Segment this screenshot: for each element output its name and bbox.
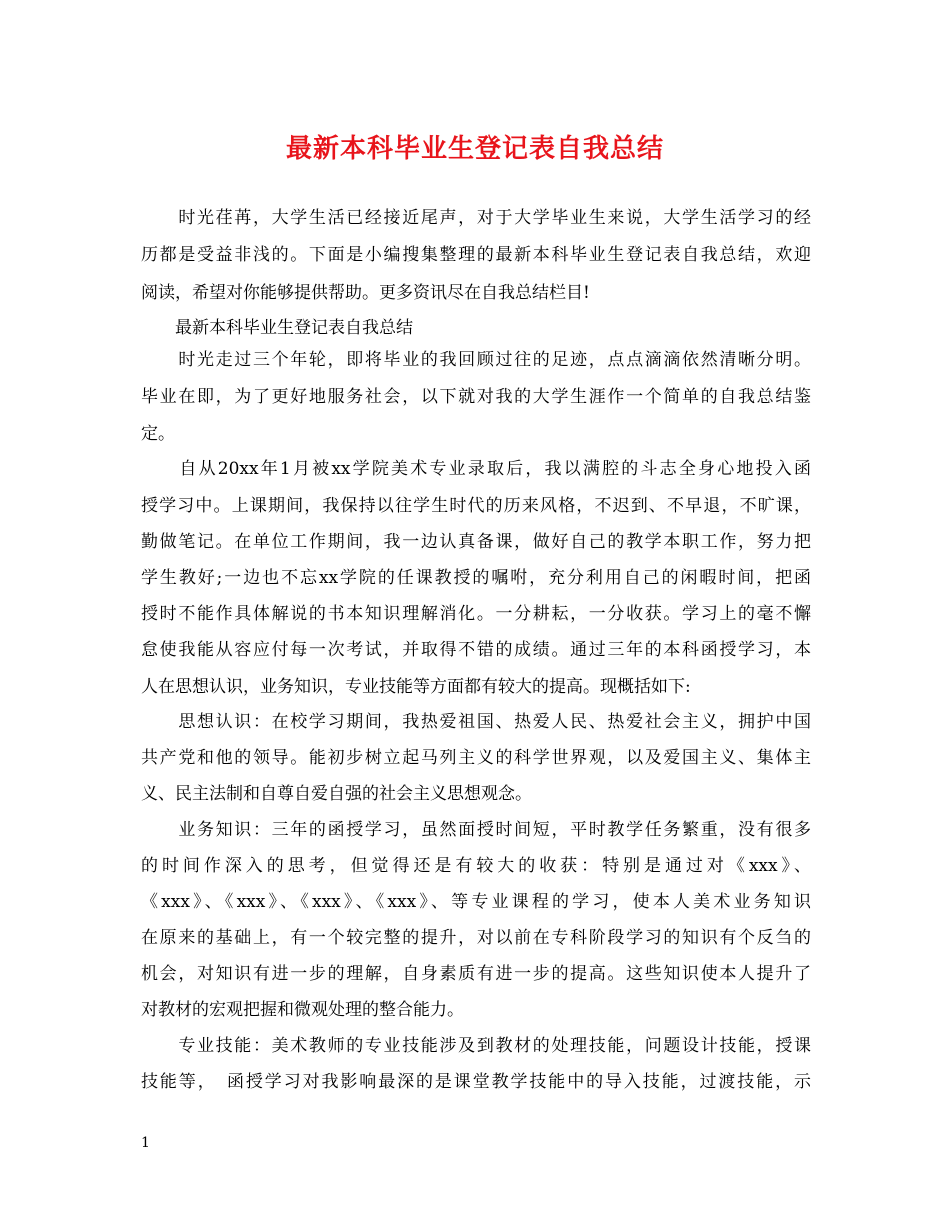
section-heading: 最新本科毕业生登记表自我总结 <box>141 318 413 338</box>
paragraph-line: 毕业在即，为了更好地服务社会，以下就对我的大学生涯作一个简单的自我总结鉴 <box>141 387 811 407</box>
paragraph-line: 专业技能：美术教师的专业技能涉及到教材的处理技能，问题设计技能，授课 <box>141 1036 811 1056</box>
paragraph-line: 勤做笔记。在单位工作期间，我一边认真备课，做好自己的教学本职工作，努力把 <box>141 532 811 552</box>
paragraph-line: 定。 <box>141 424 175 444</box>
paragraph-line: 授学习中。上课期间，我保持以往学生时代的历来风格，不迟到、不早退，不旷课， <box>141 496 811 516</box>
paragraph-line: 共产党和他的领导。能初步树立起马列主义的科学世界观，以及爱国主义、集体主 <box>141 748 811 768</box>
page-title: 最新本科毕业生登记表自我总结 <box>285 134 664 164</box>
paragraph-line: 在原来的基础上，有一个较完整的提升，对以前在专科阶段学习的知识有个反刍的 <box>141 928 811 948</box>
paragraph-line: 《xxx》、《xxx》、《xxx》、《xxx》、等专业课程的学习，使本人美术业务知识 <box>141 892 811 912</box>
paragraph-line: 技能等， 函授学习对我影响最深的是课堂教学技能中的导入技能，过渡技能，示 <box>141 1072 811 1092</box>
paragraph-line: 时光走过三个年轮，即将毕业的我回顾过往的足迹，点点滴滴依然清晰分明。 <box>141 350 811 370</box>
paragraph-line: 人在思想认识，业务知识，专业技能等方面都有较大的提高。现概括如下: <box>141 677 691 697</box>
paragraph-line: 对教材的宏观把握和微观处理的整合能力。 <box>141 1000 464 1020</box>
paragraph-line: 思想认识：在校学习期间，我热爱祖国、热爱人民、热爱社会主义，拥护中国 <box>141 712 811 732</box>
paragraph-line: 阅读，希望对你能够提供帮助。更多资讯尽在自我总结栏目! <box>141 283 590 303</box>
paragraph-line: 自从20xx年1月被xx学院美术专业录取后，我以满腔的斗志全身心地投入函 <box>141 459 811 479</box>
paragraph-line: 时光荏苒，大学生活已经接近尾声，对于大学毕业生来说，大学生活学习的经 <box>141 208 811 228</box>
paragraph-line: 历都是受益非浅的。下面是小编搜集整理的最新本科毕业生登记表自我总结，欢迎 <box>141 245 811 265</box>
page-number: 1 <box>141 1135 150 1151</box>
paragraph-line: 学生教好;一边也不忘xx学院的任课教授的嘱咐，充分利用自己的闲暇时间，把函 <box>141 568 811 588</box>
paragraph-line: 的时间作深入的思考，但觉得还是有较大的收获：特别是通过对《xxx》、 <box>141 856 811 876</box>
paragraph-line: 怠使我能从容应付每一次考试，并取得不错的成绩。通过三年的本科函授学习，本 <box>141 640 811 660</box>
paragraph-line: 授时不能作具体解说的书本知识理解消化。一分耕耘，一分收获。学习上的毫不懈 <box>141 604 811 624</box>
paragraph-line: 机会，对知识有进一步的理解，自身素质有进一步的提高。这些知识使本人提升了 <box>141 964 811 984</box>
paragraph-line: 业务知识：三年的函授学习，虽然面授时间短，平时教学任务繁重，没有很多 <box>141 820 811 840</box>
paragraph-line: 义、民主法制和自尊自爱自强的社会主义思想观念。 <box>141 784 532 804</box>
